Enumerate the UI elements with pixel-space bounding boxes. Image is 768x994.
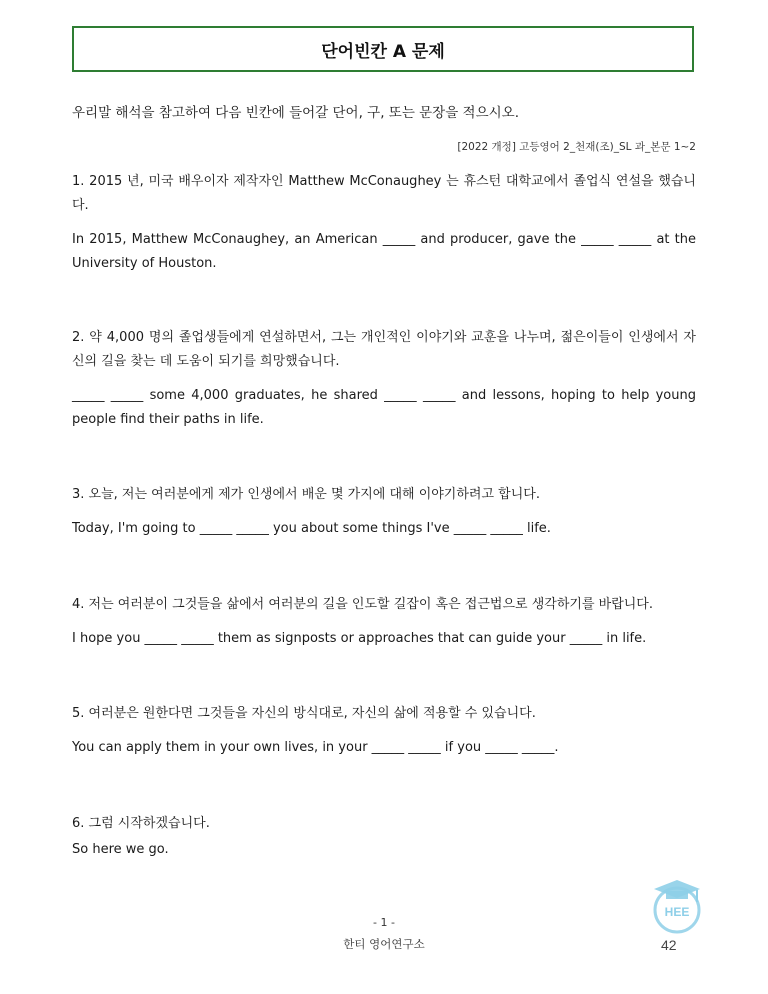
footer-page-label: - 1 - [373,916,395,929]
question-english: So here we go. [72,842,169,857]
question-korean: 6. 그럼 시작하겠습니다. [72,816,210,831]
title-box [72,26,694,72]
question-6 [72,812,696,862]
question-english: Today, I'm going to _____ _____ you about some things I've _____ _____ life. [72,521,551,536]
hee-logo-icon [650,876,704,936]
source-label: [2022 개정] 고등영어 2_천재(조)_SL 과_본문 1~2 [457,141,696,153]
question-korean: 5. 여러분은 원한다면 그것들을 자신의 방식대로, 자신의 삶에 적용할 수 있습니다. [72,706,536,721]
question-4 [72,593,696,651]
question-english: I hope you _____ _____ them as signposts or approaches that can guide your _____ in life. [72,631,647,646]
question-korean: 2. 약 4,000 명의 졸업생들에게 연설하면서, 그는 개인적인 이야기와 교훈을 나누며, 젊은이들이 인생에서 자신의 길을 찾는 데 도움이 되기를 희망했습니다. [72,330,696,369]
question-korean: 3. 오늘, 저는 여러분에게 제가 인생에서 배운 몇 가지에 대해 이야기하려고 합니다. [72,487,540,502]
question-english: You can apply them in your own lives, in your _____ _____ if you _____ _____. [72,740,559,755]
question-english: _____ _____ some 4,000 graduates, he shared _____ _____ and lessons, hoping to help young people find their paths in life. [72,388,696,427]
page-number: 42 [661,937,677,953]
question-2 [72,326,696,432]
question-korean: 4. 저는 여러분이 그것들을 삶에서 여러분의 길을 인도할 길잡이 혹은 접근법으로 생각하기를 바랍니다. [72,597,654,612]
question-5 [72,702,696,760]
question-english: In 2015, Matthew McConaughey, an American _____ and producer, gave the _____ _____ at the University of Houston. [72,232,696,271]
logo-text: HEE [664,905,690,919]
question-1 [72,170,696,276]
instruction-text: 우리말 해석을 참고하여 다음 빈칸에 들어갈 단어, 구, 또는 문장을 적으시오. [72,105,520,121]
footer-lab-name: 한티 영어연구소 [343,937,425,951]
question-3 [72,483,696,541]
page-title: 단어빈칸 A 문제 [321,41,445,62]
question-korean: 1. 2015 년, 미국 배우이자 제작자인 Matthew McConaughey 는 휴스턴 대학교에서 졸업식 연설을 했습니다. [72,174,696,213]
